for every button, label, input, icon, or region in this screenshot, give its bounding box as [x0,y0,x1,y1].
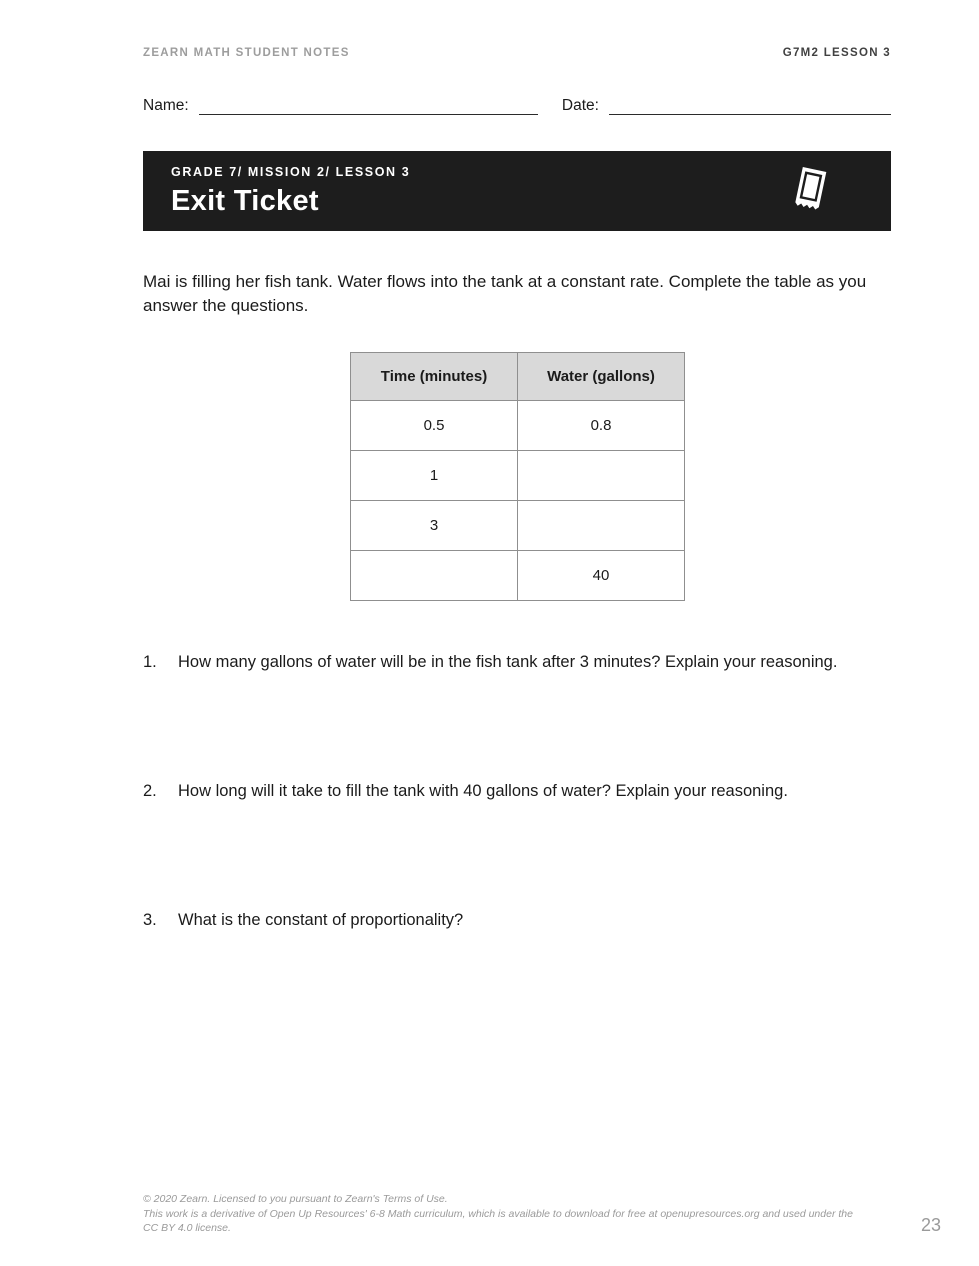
table-cell-water-4: 40 [518,551,685,601]
table-cell-time-1: 0.5 [351,401,518,451]
header-left-text: ZEARN MATH STUDENT NOTES [143,47,350,59]
table-cell-time-2: 1 [351,451,518,501]
document-footer [143,1192,863,1235]
license-line: This work is a derivative of Open Up Resources' 6-8 Math curriculum, which is available to download for free at openupresources.org and used under the CC BY 4.0 license. [143,1207,853,1234]
name-fill-line[interactable] [199,97,538,115]
copyright-line: © 2020 Zearn. Licensed to you pursuant to Zearn's Terms of Use. [143,1193,448,1206]
ticket-icon [787,163,833,219]
question-number: 3. [143,911,157,930]
banner-title: Exit Ticket [171,184,319,217]
table-header-time: Time (minutes) [351,353,518,401]
document-header [143,47,891,59]
table-row [351,501,685,551]
date-field [562,97,891,115]
banner-text-block [171,165,410,218]
question-item-3 [143,909,891,932]
intro-paragraph: Mai is filling her fish tank. Water flows into the tank at a constant rate. Complete the table as you answer the questions. [143,272,867,316]
question-text: What is the constant of proportionality? [178,911,464,930]
banner-eyebrow: GRADE 7/ MISSION 2/ LESSON 3 [171,164,411,179]
page-number: 23 [920,1215,941,1235]
table-row [351,551,685,601]
date-label: Date: [561,97,599,115]
question-number: 2. [143,782,157,801]
name-label: Name: [143,97,189,115]
table-cell-time-3: 3 [351,501,518,551]
question-number: 1. [143,653,157,672]
date-fill-line[interactable] [609,97,891,115]
header-right-text: G7M2 LESSON 3 [782,47,891,59]
water-table [350,352,685,601]
table-row [351,451,685,501]
table-cell-water-2-blank[interactable] [518,451,685,501]
name-field [143,97,538,115]
table-cell-water-1: 0.8 [518,401,685,451]
question-item-1 [143,651,891,674]
table-row [351,401,685,451]
question-text: How many gallons of water will be in the fish tank after 3 minutes? Explain your reasoning. [178,653,838,672]
question-item-2 [143,780,891,803]
table-cell-time-4-blank[interactable] [351,551,518,601]
question-text: How long will it take to fill the tank with 40 gallons of water? Explain your reasoning. [178,782,788,801]
exit-ticket-banner [143,151,891,231]
table-cell-water-3-blank[interactable] [518,501,685,551]
table-header-water: Water (gallons) [518,353,685,401]
table-header-row [351,353,685,401]
questions-list [143,651,891,932]
name-date-row [143,97,891,115]
